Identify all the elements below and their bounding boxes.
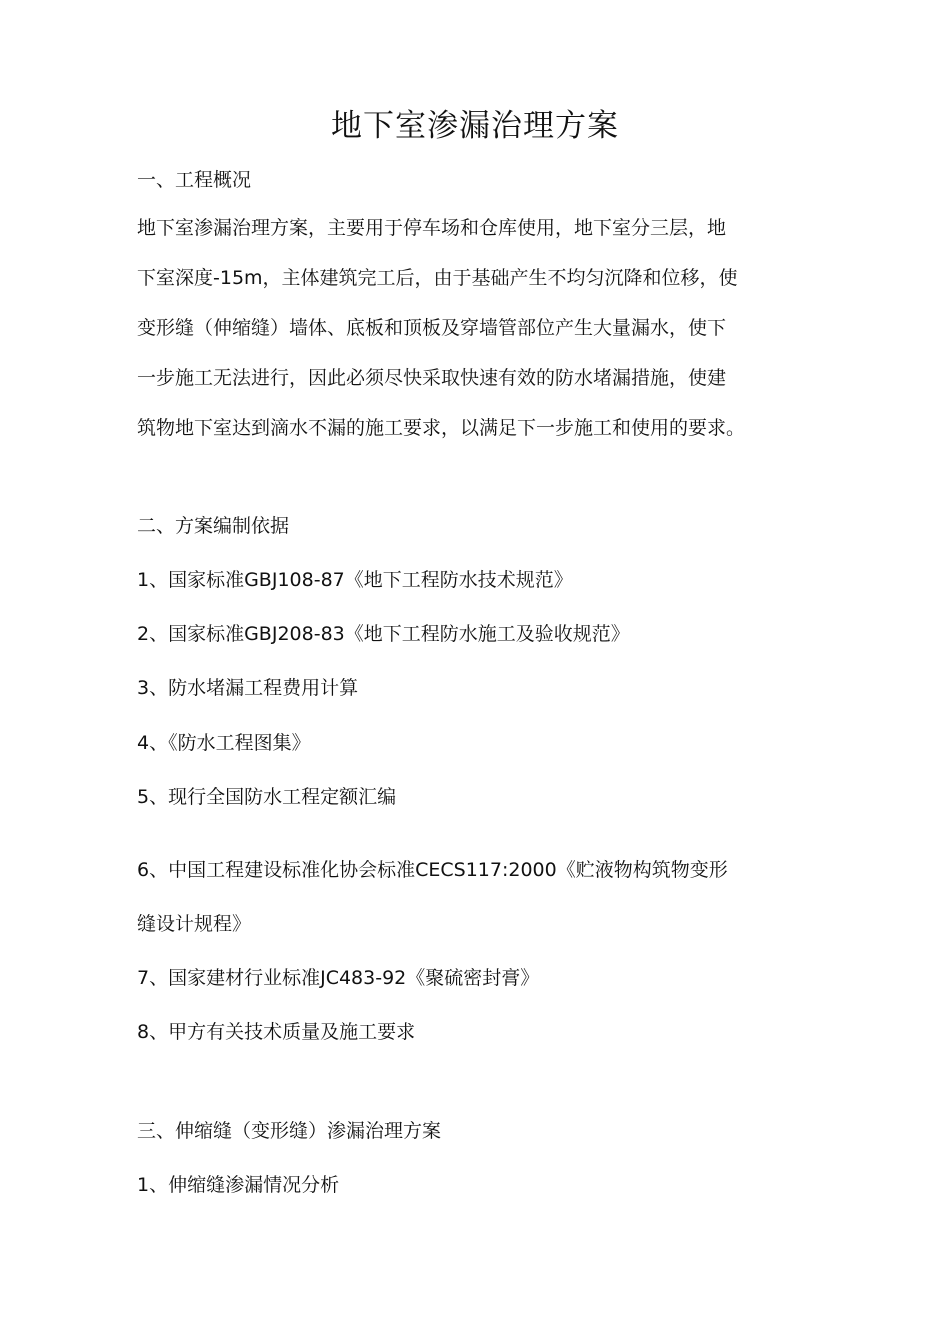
basis-item: 3、防水堵漏工程费用计算 bbox=[137, 677, 359, 699]
paragraph-line: 筑物地下室达到滴水不漏的施工要求，以满足下一步施工和使用的要求。 bbox=[137, 417, 746, 439]
overview-paragraph bbox=[137, 214, 827, 464]
paragraph-line: 一步施工无法进行，因此必须尽快采取快速有效的防水堵漏措施，使建 bbox=[137, 367, 727, 389]
document-title: 地下室渗漏治理方案 bbox=[331, 108, 619, 144]
section-heading-basis: 二、方案编制依据 bbox=[137, 515, 290, 537]
basis-item-continuation: 缝设计规程》 bbox=[137, 913, 252, 935]
basis-item: 2、国家标准GBJ208-83《地下工程防水施工及验收规范》 bbox=[137, 623, 630, 645]
section-heading-expansion-joint: 三、伸缩缝（变形缝）渗漏治理方案 bbox=[137, 1120, 442, 1142]
section-heading-overview: 一、工程概况 bbox=[137, 169, 252, 191]
paragraph-line: 地下室渗漏治理方案，主要用于停车场和仓库使用，地下室分三层，地 bbox=[137, 217, 727, 239]
paragraph-line: 下室深度-15m，主体建筑完工后，由于基础产生不均匀沉降和位移，使 bbox=[137, 267, 738, 289]
basis-item: 8、甲方有关技术质量及施工要求 bbox=[137, 1021, 416, 1043]
basis-item: 7、国家建材行业标准JC483-92《聚硫密封膏》 bbox=[137, 967, 540, 989]
basis-item: 1、国家标准GBJ108-87《地下工程防水技术规范》 bbox=[137, 569, 573, 591]
basis-item: 4、《防水工程图集》 bbox=[137, 732, 311, 754]
basis-item: 6、中国工程建设标准化协会标准CECS117:2000《贮液物构筑物变形 bbox=[137, 859, 728, 881]
paragraph-line: 变形缝（伸缩缝）墙体、底板和顶板及穿墙管部位产生大量漏水，使下 bbox=[137, 317, 727, 339]
basis-item: 5、现行全国防水工程定额汇编 bbox=[137, 786, 397, 808]
expansion-joint-item: 1、伸缩缝渗漏情况分析 bbox=[137, 1174, 340, 1196]
